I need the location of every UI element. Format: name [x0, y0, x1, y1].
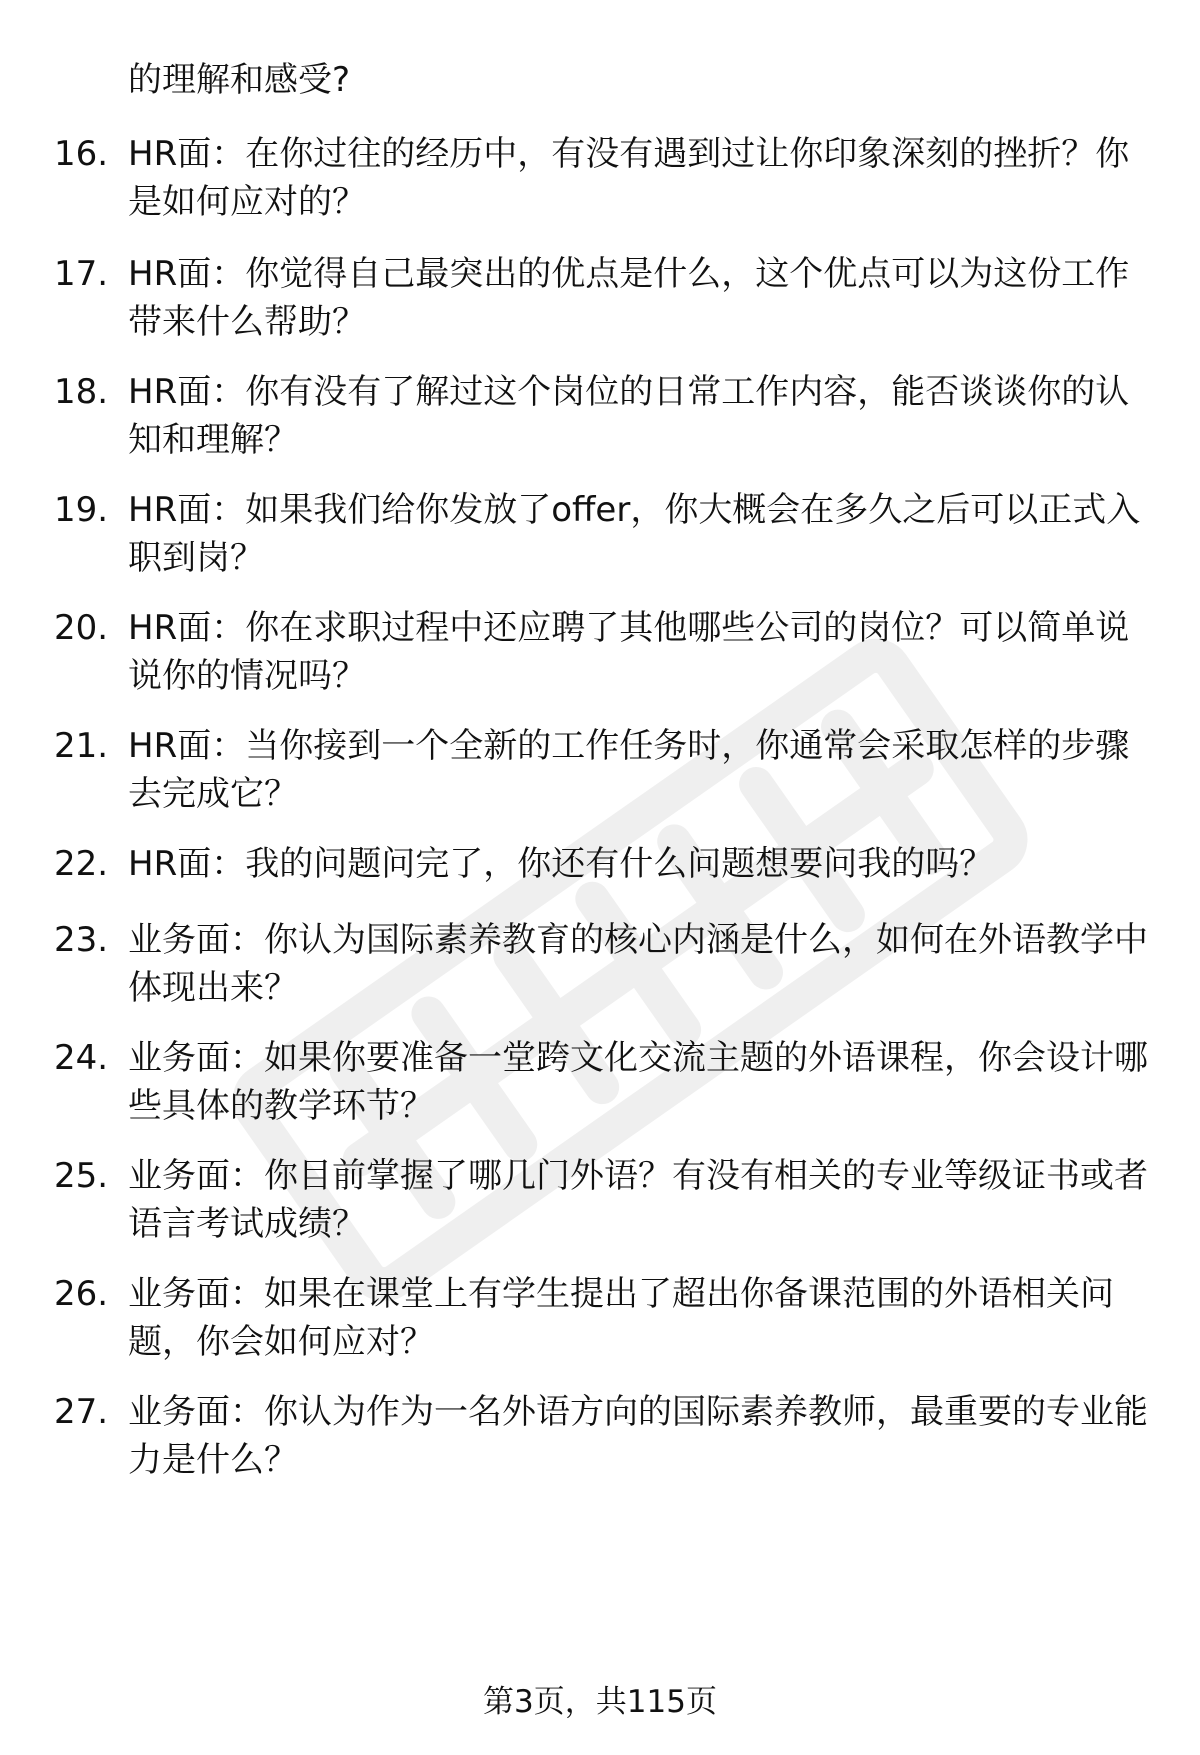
question-number: 22. [54, 844, 109, 884]
question-number: 24. [54, 1038, 109, 1078]
continuation-text: 的理解和感受? [128, 60, 351, 100]
question-text: 业务面：你认为作为一名外语方向的国际素养教师，最重要的专业能力是什么？ [128, 1392, 1148, 1480]
question-number: 19. [54, 490, 109, 530]
question-text: HR面：当你接到一个全新的工作任务时，你通常会采取怎样的步骤去完成它？ [128, 726, 1130, 814]
question-number: 25. [54, 1156, 109, 1196]
question-text: 业务面：如果在课堂上有学生提出了超出你备课范围的外语相关问题，你会如何应对？ [128, 1274, 1114, 1362]
question-text: 业务面：你认为国际素养教育的核心内涵是什么，如何在外语教学中体现出来？ [128, 920, 1148, 1008]
question-text: HR面：你觉得自己最突出的优点是什么，这个优点可以为这份工作带来什么帮助？ [128, 254, 1130, 342]
question-text: HR面：你在求职过程中还应聘了其他哪些公司的岗位？可以简单说说你的情况吗？ [128, 608, 1130, 696]
question-text: 业务面：如果你要准备一堂跨文化交流主题的外语课程，你会设计哪些具体的教学环节？ [128, 1038, 1148, 1126]
question-text: HR面：如果我们给你发放了offer，你大概会在多久之后可以正式入职到岗？ [128, 490, 1141, 578]
question-text: HR面：我的问题问完了，你还有什么问题想要问我的吗？ [128, 844, 994, 884]
question-number: 27. [54, 1392, 109, 1432]
question-number: 17. [54, 254, 109, 294]
page-footer: 第3页，共115页 [483, 1684, 717, 1720]
question-number: 18. [54, 372, 109, 412]
question-text: HR面：在你过往的经历中，有没有遇到过让你印象深刻的挫折？你是如何应对的？ [128, 134, 1130, 222]
question-number: 26. [54, 1274, 109, 1314]
question-number: 16. [54, 134, 109, 174]
question-text: HR面：你有没有了解过这个岗位的日常工作内容，能否谈谈你的认知和理解？ [128, 372, 1130, 460]
question-number: 21. [54, 726, 109, 766]
question-number: 20. [54, 608, 109, 648]
question-text: 业务面：你目前掌握了哪几门外语？有没有相关的专业等级证书或者语言考试成绩？ [128, 1156, 1148, 1244]
question-number: 23. [54, 920, 109, 960]
